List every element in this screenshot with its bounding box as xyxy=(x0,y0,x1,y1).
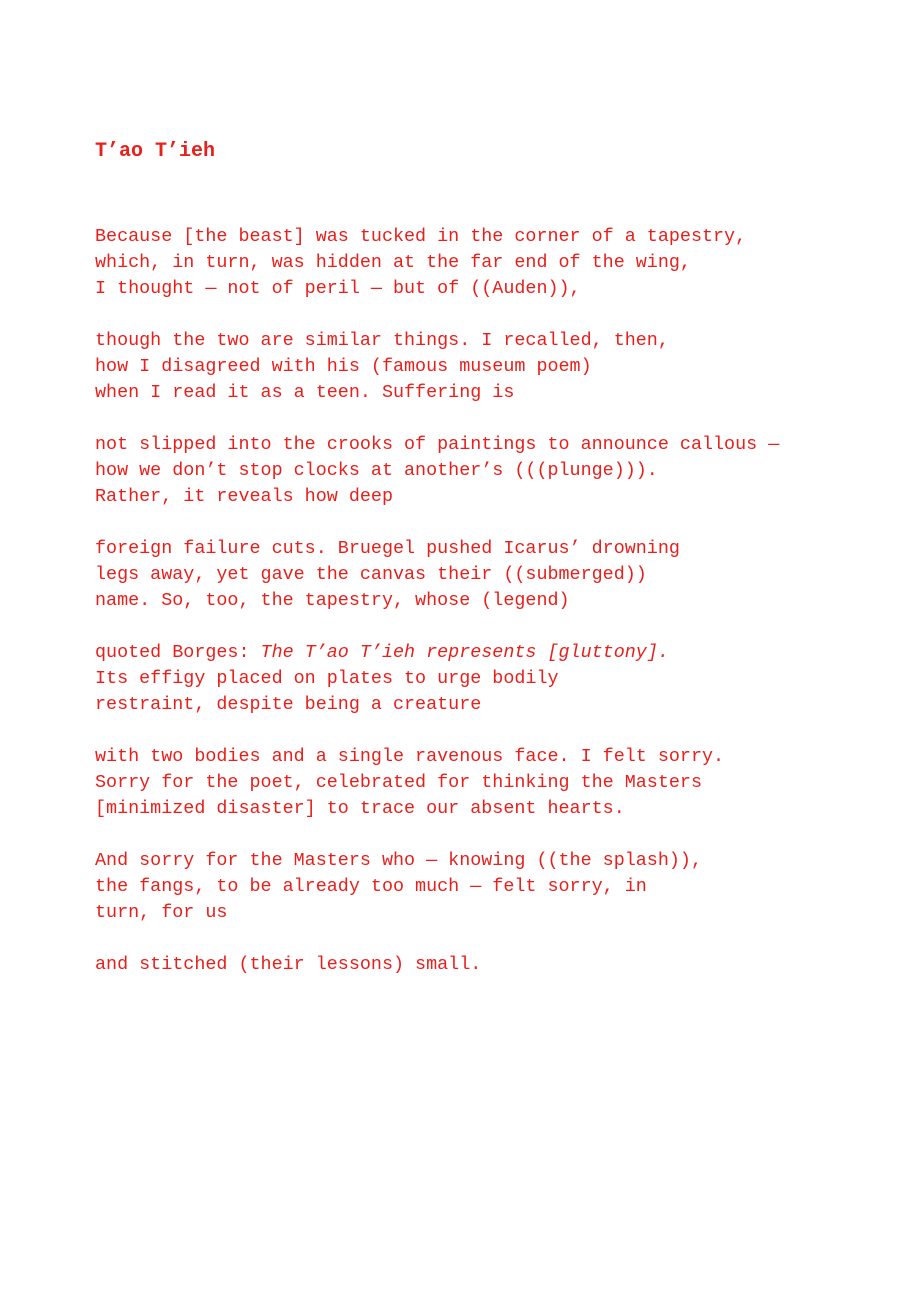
poem-line: turn, for us xyxy=(95,902,228,923)
poem-line: Its effigy placed on plates to urge bodily xyxy=(95,668,559,689)
borges-quote: The T’ao T’ieh represents [gluttony]. xyxy=(260,642,669,663)
poem-title: T’ao T’ieh xyxy=(95,140,216,163)
stanza-3 xyxy=(95,432,875,510)
poem-line: which, in turn, was hidden at the far end of the wing, xyxy=(95,252,691,273)
poem-line: Sorry for the poet, celebrated for thinking the Masters xyxy=(95,772,702,793)
stanza-4 xyxy=(95,536,875,614)
poem-line: name. So, too, the tapestry, whose (legend) xyxy=(95,590,570,611)
poem-line xyxy=(95,640,875,666)
poem-line-prefix: quoted Borges: xyxy=(95,642,261,663)
poem-line: Rather, it reveals how deep xyxy=(95,486,393,507)
poem-line: with two bodies and a single ravenous face. I felt sorry. xyxy=(95,746,725,767)
stanza-8 xyxy=(95,952,875,978)
poem-line: legs away, yet gave the canvas their ((submerged)) xyxy=(95,564,647,585)
poem-line: restraint, despite being a creature xyxy=(95,694,482,715)
stanza-2 xyxy=(95,328,875,406)
poem-line: Because [the beast] was tucked in the corner of a tapestry, xyxy=(95,226,747,247)
poem-line: how I disagreed with his (famous museum poem) xyxy=(95,356,592,377)
poem-line: And sorry for the Masters who — knowing ((the splash)), xyxy=(95,850,702,871)
poem-line: [minimized disaster] to trace our absent hearts. xyxy=(95,798,625,819)
poem-line: I thought — not of peril — but of ((Auden)), xyxy=(95,278,581,299)
poem-line: the fangs, to be already too much — felt sorry, in xyxy=(95,876,647,897)
poem-line: when I read it as a teen. Suffering is xyxy=(95,382,515,403)
poem-page xyxy=(95,138,875,1004)
poem-line: not slipped into the crooks of paintings to announce callous — xyxy=(95,434,780,455)
poem-line: how we don’t stop clocks at another’s (((plunge))). xyxy=(95,460,658,481)
stanza-1 xyxy=(95,224,875,302)
poem-line: foreign failure cuts. Bruegel pushed Icarus’ drowning xyxy=(95,538,680,559)
stanza-6 xyxy=(95,744,875,822)
poem-line: though the two are similar things. I recalled, then, xyxy=(95,330,669,351)
poem-line: and stitched (their lessons) small. xyxy=(95,954,482,975)
stanza-5 xyxy=(95,640,875,718)
stanza-7 xyxy=(95,848,875,926)
